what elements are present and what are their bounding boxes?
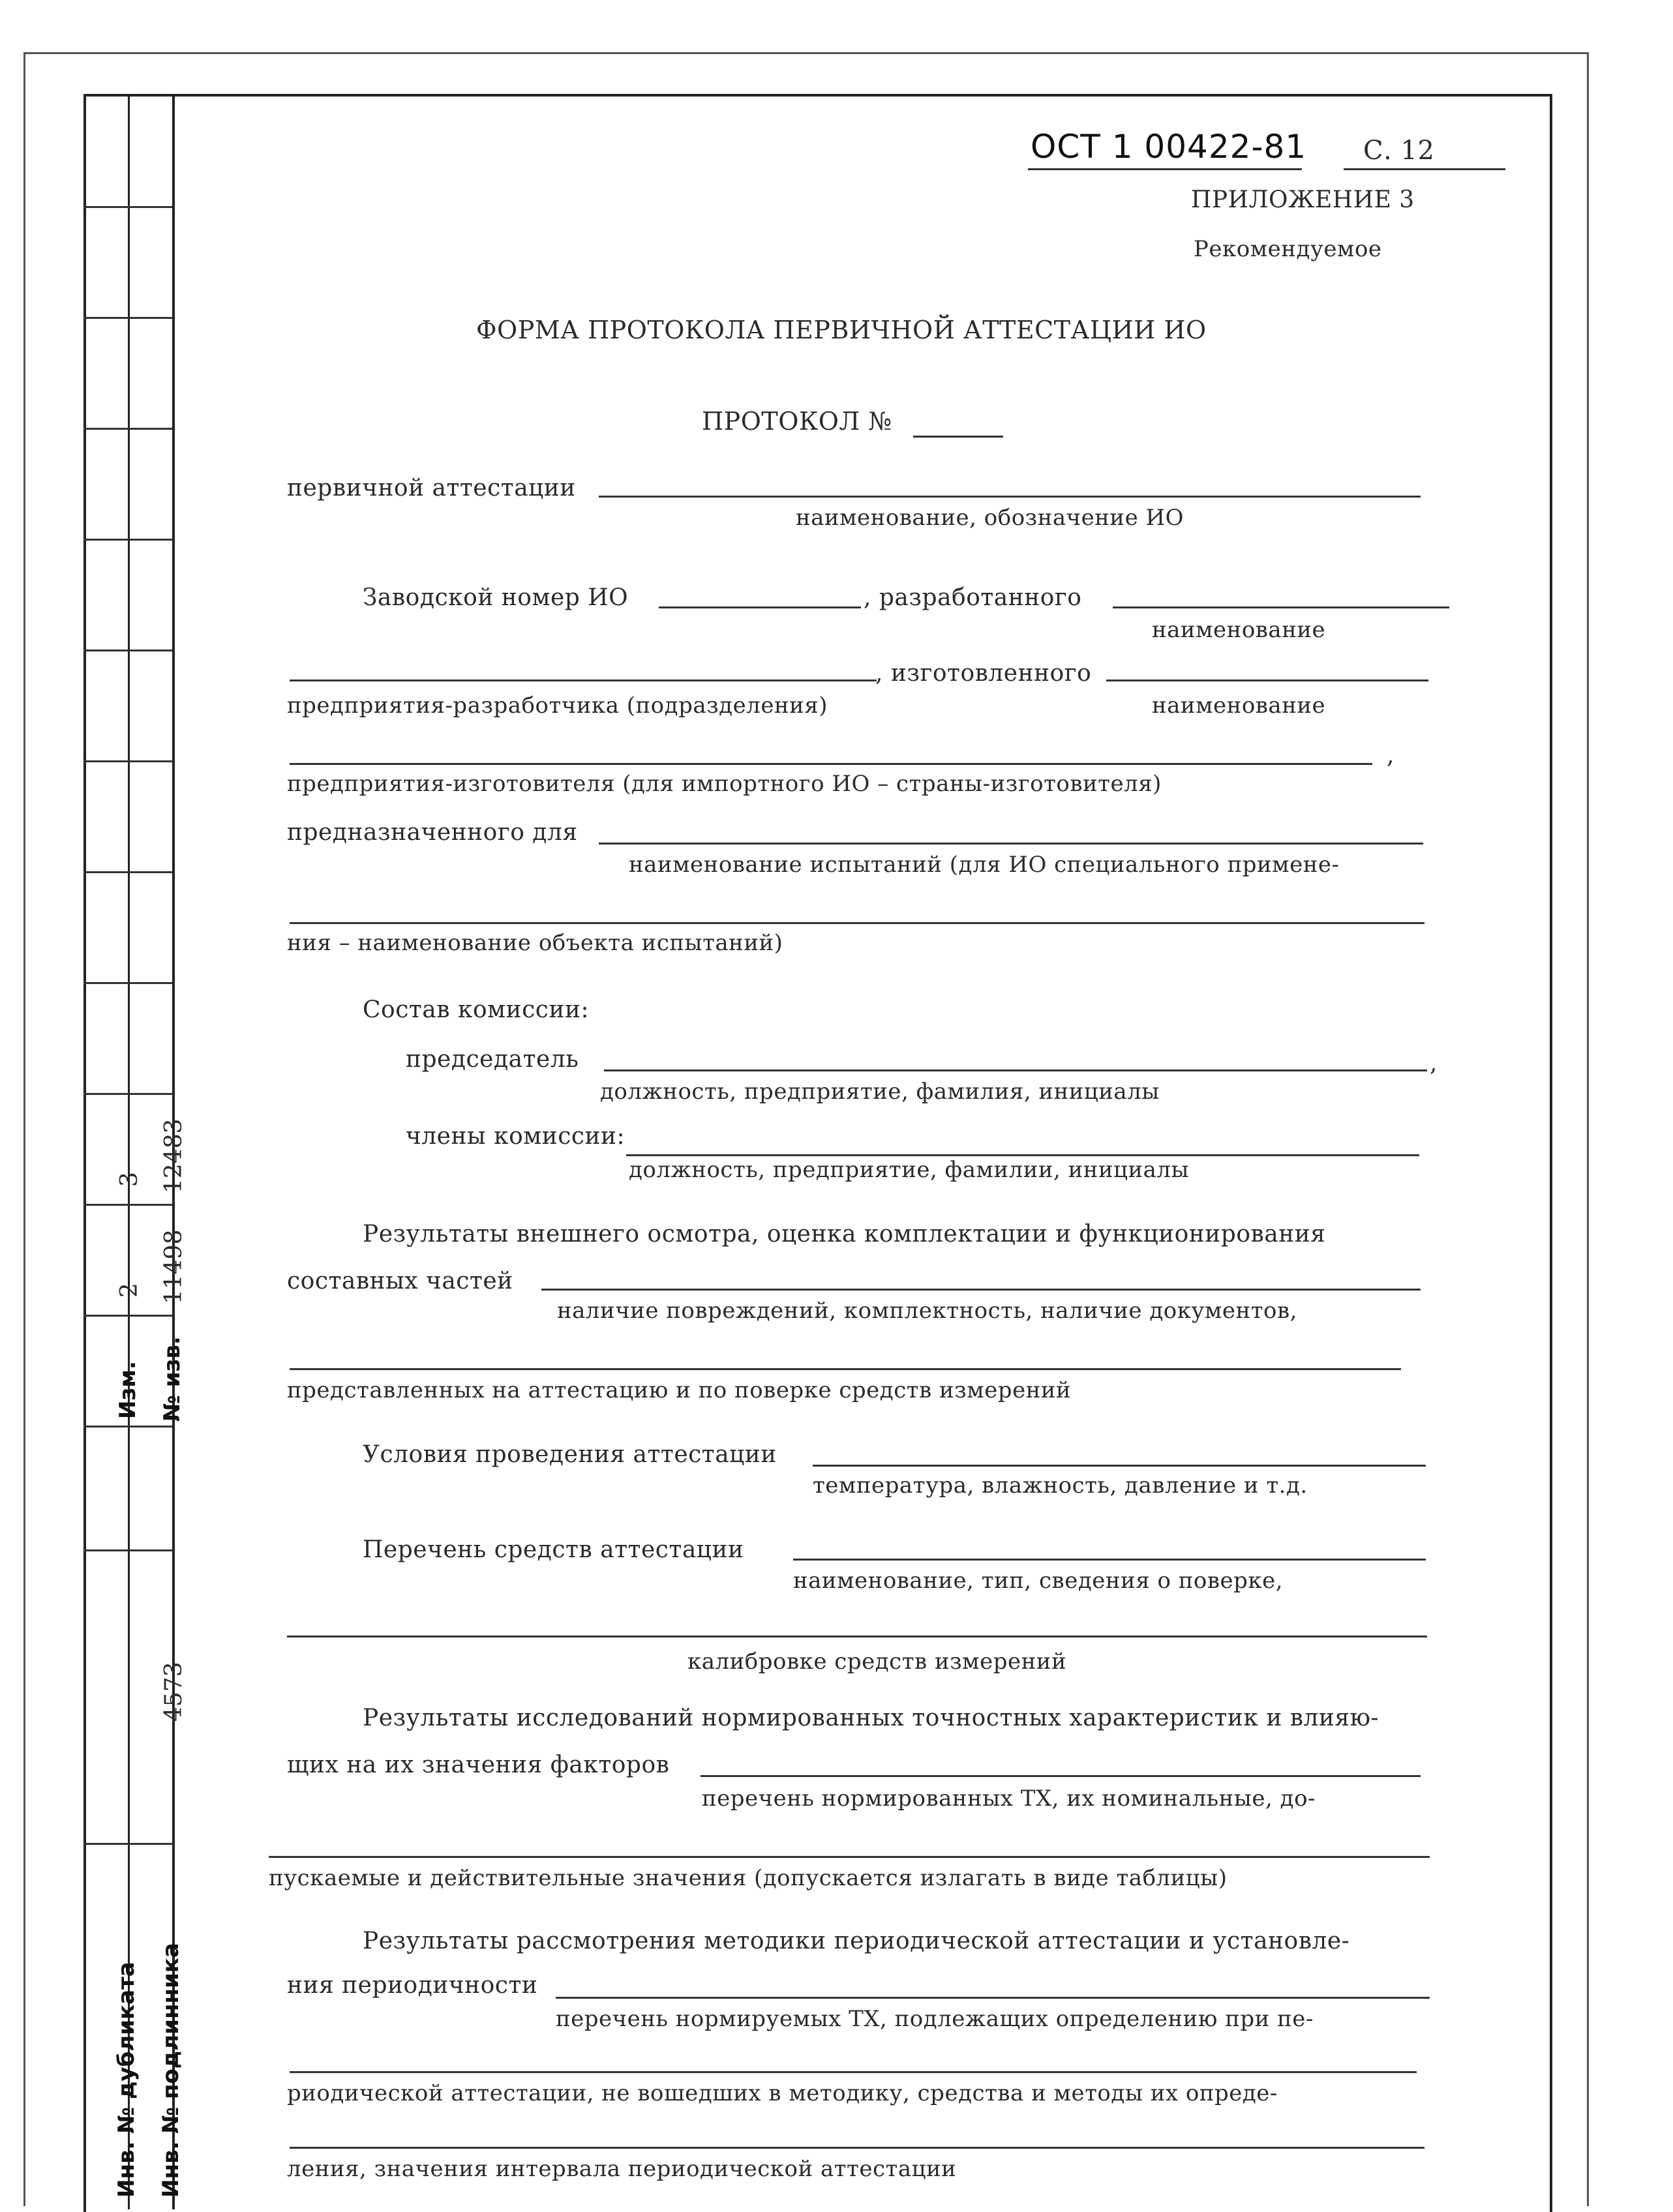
form-title: ФОРМА ПРОТОКОЛА ПЕРВИЧНОЙ АТТЕСТАЦИИ ИО <box>476 316 1207 344</box>
field-purpose <box>599 843 1423 844</box>
field-means-cont <box>287 1636 1427 1637</box>
status-label: Рекомендуемое <box>1194 236 1382 262</box>
field-period-cont2 <box>290 2147 1424 2149</box>
stamp-value: 3 <box>116 1172 143 1187</box>
stamp-divider <box>83 1426 172 1427</box>
stamp-column-left <box>83 94 130 2209</box>
page-underline <box>1344 168 1505 170</box>
stamp-divider <box>83 1204 172 1206</box>
field-chair <box>604 1069 1427 1071</box>
label-purpose: предназначенного для <box>287 819 578 846</box>
field-purpose-cont <box>290 922 1424 924</box>
label-method: Результаты рассмотрения методики периодической аттестации и установле- <box>363 1928 1350 1954</box>
stamp-divider <box>83 650 172 651</box>
stamp-divider <box>83 539 172 541</box>
field-factors <box>701 1775 1421 1777</box>
hint-name-designation: наименование, обозначение ИО <box>796 505 1184 531</box>
hint-period: перечень нормируемых ТХ, подлежащих определению при пе- <box>556 2006 1314 2032</box>
hint-parts: наличие повреждений, комплектность, наличие документов, <box>557 1298 1297 1324</box>
label-conditions: Условия проведения аттестации <box>363 1441 777 1468</box>
protocol-heading: ПРОТОКОЛ № <box>702 407 892 436</box>
label-primary-attestation: первичной аттестации <box>287 475 576 501</box>
hint-conditions: температура, влажность, давление и т.д. <box>813 1472 1308 1499</box>
standard-underline <box>1028 168 1302 170</box>
label-inspection: Результаты внешнего осмотра, оценка комплектации и функционирования <box>363 1221 1326 1248</box>
stamp-divider <box>83 1093 172 1095</box>
stamp-value: 2 <box>116 1283 143 1298</box>
label-commission: Состав комиссии: <box>363 996 590 1023</box>
stamp-divider <box>83 1315 172 1317</box>
field-parts-cont <box>290 1368 1401 1370</box>
hint-developer-org: предприятия-разработчика (подразделения) <box>287 693 828 719</box>
label-period: ния периодичности <box>287 1972 538 1999</box>
stamp-divider <box>83 1843 172 1845</box>
stamp-divider <box>83 428 172 430</box>
label-parts: составных частей <box>287 1268 513 1294</box>
field-period <box>556 1997 1430 1999</box>
hint-members: должность, предприятие, фамилии, инициалы <box>629 1157 1190 1183</box>
field-members <box>626 1154 1419 1156</box>
field-period-cont <box>290 2071 1417 2073</box>
label-manufactured: , изготовленного <box>875 660 1092 687</box>
label-means: Перечень средств аттестации <box>363 1536 744 1563</box>
hint-chair: должность, предприятие, фамилия, инициалы <box>600 1079 1160 1105</box>
field-serial <box>659 606 861 608</box>
hint-purpose-cont: ния – наименование объекта испытаний) <box>287 930 783 956</box>
label-factors: щих на их значения факторов <box>287 1752 670 1778</box>
label-chair: председатель <box>406 1046 579 1073</box>
page-number: С. 12 <box>1363 136 1435 166</box>
hint-developer-name: наименование <box>1152 617 1326 643</box>
stamp-inv-code: 4573 <box>160 1662 187 1722</box>
stamp-number: 11498 <box>160 1229 187 1304</box>
field-conditions <box>813 1465 1426 1467</box>
comma: , <box>1430 1050 1438 1077</box>
hint-purpose: наименование испытаний (для ИО специального примене- <box>629 852 1340 878</box>
stamp-divider <box>83 982 172 984</box>
standard-number: ОСТ 1 00422-81 <box>1031 128 1307 166</box>
field-name-designation <box>599 496 1421 498</box>
field-manufacturer-org <box>290 763 1372 765</box>
comma: , <box>1387 742 1394 769</box>
field-factors-cont <box>269 1856 1430 1858</box>
stamp-divider <box>83 1549 172 1551</box>
label-developed: , разработанного <box>864 584 1082 611</box>
stamp-divider <box>83 760 172 762</box>
hint-manufacturer-name: наименование <box>1152 693 1326 719</box>
label-members: члены комиссии: <box>406 1123 625 1150</box>
field-manufacturer-name <box>1106 680 1428 681</box>
stamp-nizv-label: № изв. <box>159 1336 185 1422</box>
stamp-number: 12483 <box>160 1118 187 1193</box>
stamp-orig-label: Инв. № подлинника <box>158 1943 184 2198</box>
hint-factors-cont: пускаемые и действительные значения (допускается излагать в виде таблицы) <box>269 1865 1228 1891</box>
label-research: Результаты исследований нормированных точностных характеристик и влияю- <box>363 1705 1379 1731</box>
hint-means: наименование, тип, сведения о поверке, <box>793 1568 1284 1594</box>
hint-parts-cont: представленных на аттестацию и по поверке средств измерений <box>287 1377 1072 1403</box>
stamp-divider <box>83 206 172 208</box>
hint-means-cont: калибровке средств измерений <box>687 1649 1067 1675</box>
appendix-label: ПРИЛОЖЕНИЕ 3 <box>1191 187 1415 213</box>
hint-manufacturer-org: предприятия-изготовителя (для импортного ИО – страны-изготовителя) <box>287 771 1162 797</box>
field-developer-name <box>1113 606 1449 608</box>
field-developer-org <box>290 680 877 681</box>
protocol-number-field <box>913 436 1003 438</box>
stamp-divider <box>83 317 172 319</box>
field-means <box>793 1559 1426 1561</box>
label-serial: Заводской номер ИО <box>363 584 629 611</box>
stamp-dup-label: Инв. № дубликата <box>113 1962 140 2198</box>
stamp-divider <box>83 871 172 873</box>
hint-factors: перечень нормированных ТХ, их номинальные, до- <box>702 1786 1316 1812</box>
hint-period-cont2: ления, значения интервала периодической аттестации <box>287 2156 957 2182</box>
stamp-izm-label: Изм. <box>115 1361 141 1419</box>
hint-period-cont: риодической аттестации, не вошедших в методику, средства и методы их опреде- <box>287 2080 1278 2106</box>
field-parts <box>541 1289 1421 1291</box>
